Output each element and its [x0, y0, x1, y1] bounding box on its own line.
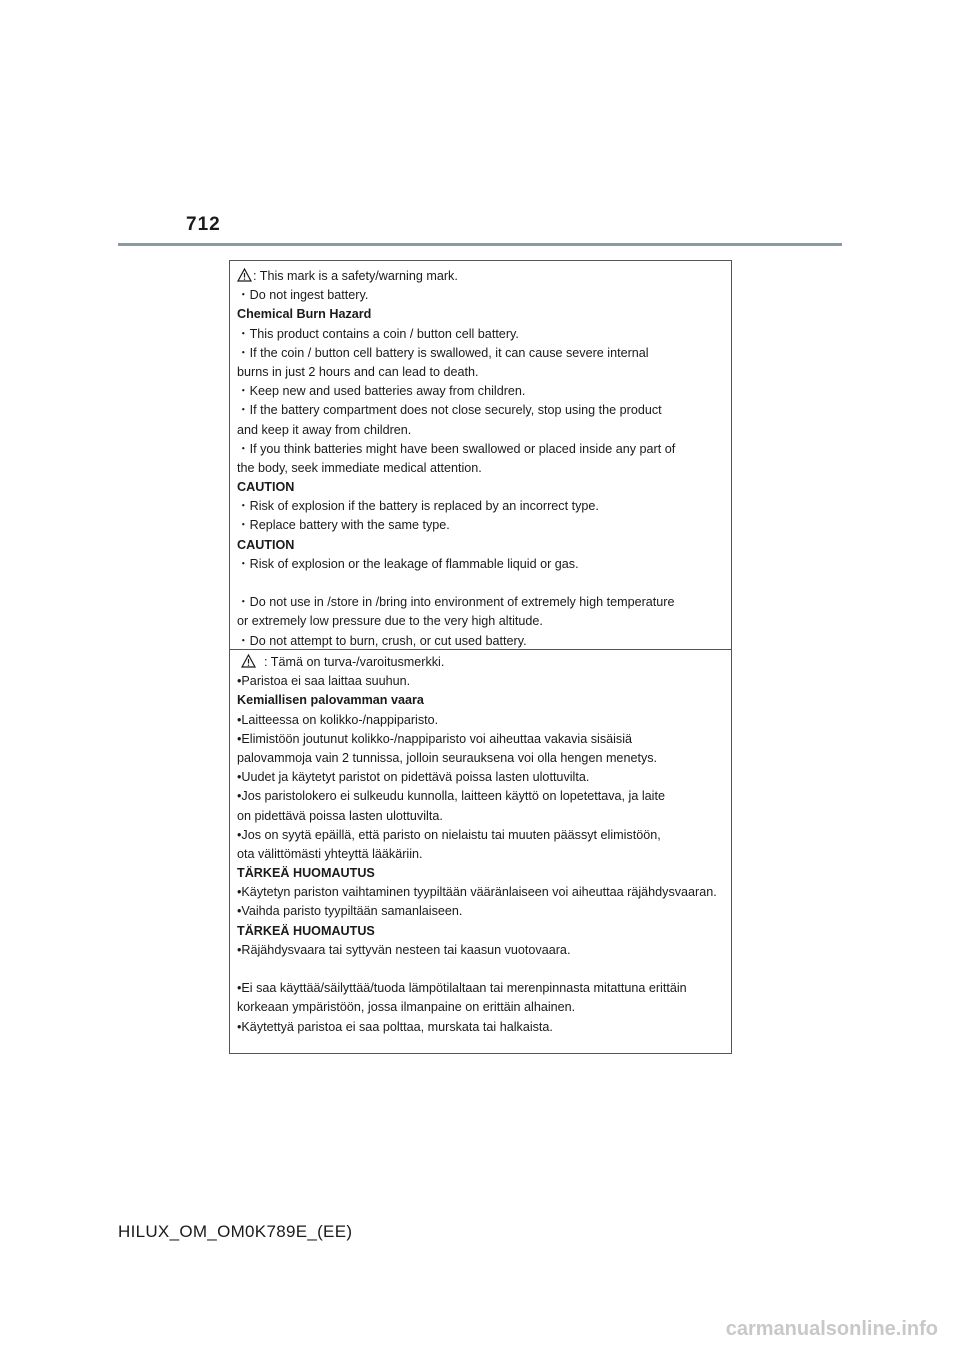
text-line: •Uudet ja käytetyt paristot on pidettävä poissa lasten ulottuvilta.	[237, 770, 590, 785]
section-heading: Kemiallisen palovamman vaara	[237, 693, 424, 708]
language-divider	[230, 649, 731, 650]
header-rule	[118, 243, 842, 246]
text-line: ・Do not attempt to burn, crush, or cut used battery.	[237, 633, 527, 648]
text-line: the body, seek immediate medical attention.	[237, 460, 482, 475]
warning-mark-line	[237, 267, 725, 286]
text-line: ・Do not ingest battery.	[237, 288, 369, 303]
text-line: •Jos on syytä epäillä, että paristo on nielaistu tai muuten päässyt elimistöön,	[237, 827, 661, 842]
text-line: ・If you think batteries might have been swallowed or placed inside any part of	[237, 441, 676, 456]
text-line: ・Do not use in /store in /bring into environment of extremely high temperature	[237, 595, 675, 610]
section-heading: CAUTION	[237, 480, 295, 495]
text-line: ・If the battery compartment does not close securely, stop using the product	[237, 403, 662, 418]
text-line: •Elimistöön joutunut kolikko-/nappiparisto voi aiheuttaa vakavia sisäisiä	[237, 731, 633, 746]
page-number: 712	[186, 214, 221, 235]
warning-mark-line	[237, 653, 725, 672]
warning-triangle-icon	[241, 654, 256, 668]
text-line: ・Risk of explosion or the leakage of flammable liquid or gas.	[237, 556, 579, 571]
text-line: •Räjähdysvaara tai syttyvän nesteen tai kaasun vuotovaara.	[237, 942, 571, 957]
text-line: •Jos paristolokero ei sulkeudu kunnolla, laitteen käyttö on lopetettava, ja laite	[237, 789, 665, 804]
text-line: ・If the coin / button cell battery is swallowed, it can cause severe internal	[237, 345, 649, 360]
text-line: ・Keep new and used batteries away from children.	[237, 384, 526, 399]
blank-line	[237, 574, 725, 593]
section-heading: TÄRKEÄ HUOMAUTUS	[237, 866, 375, 881]
document-footer: HILUX_OM_OM0K789E_(EE)	[118, 1222, 353, 1241]
text-line: •Vaihda paristo tyypiltään samanlaiseen.	[237, 904, 463, 919]
warning-mark-text: : This mark is a safety/warning mark.	[253, 269, 458, 283]
section-heading: Chemical Burn Hazard	[237, 307, 372, 322]
finnish-section	[237, 653, 725, 1037]
battery-warning-label	[229, 260, 732, 1054]
text-line: •Ei saa käyttää/säilyttää/tuoda lämpötilaltaan tai merenpinnasta mitattuna erittäin	[237, 981, 687, 996]
text-line: or extremely low pressure due to the very high altitude.	[237, 614, 543, 629]
text-line: •Laitteessa on kolikko-/nappiparisto.	[237, 712, 439, 727]
text-line: ota välittömästi yhteyttä lääkäriin.	[237, 846, 423, 861]
english-section	[237, 267, 725, 651]
text-line: ・Replace battery with the same type.	[237, 518, 450, 533]
blank-line	[237, 960, 725, 979]
text-line: ・Risk of explosion if the battery is replaced by an incorrect type.	[237, 499, 599, 514]
text-line: •Käytetyn pariston vaihtaminen tyypiltään vääränlaiseen voi aiheuttaa räjähdysvaaran.	[237, 885, 717, 900]
text-line: korkeaan ympäristöön, jossa ilmanpaine on erittäin alhainen.	[237, 1000, 576, 1015]
section-heading: CAUTION	[237, 537, 295, 552]
text-line: burns in just 2 hours and can lead to death.	[237, 364, 479, 379]
text-line: ・This product contains a coin / button cell battery.	[237, 326, 519, 341]
warning-mark-text: : Tämä on turva-/varoitusmerkki.	[264, 655, 445, 669]
text-line: •Paristoa ei saa laittaa suuhun.	[237, 674, 411, 689]
warning-triangle-icon	[237, 268, 252, 282]
text-line: on pidettävä poissa lasten ulottuvilta.	[237, 808, 443, 823]
section-heading: TÄRKEÄ HUOMAUTUS	[237, 923, 375, 938]
text-line: palovammoja vain 2 tunnissa, jolloin seurauksena voi olla hengen menetys.	[237, 750, 658, 765]
text-line: •Käytettyä paristoa ei saa polttaa, murskata tai halkaista.	[237, 1019, 553, 1034]
watermark: carmanualsonline.info	[725, 1318, 938, 1340]
text-line: and keep it away from children.	[237, 422, 412, 437]
